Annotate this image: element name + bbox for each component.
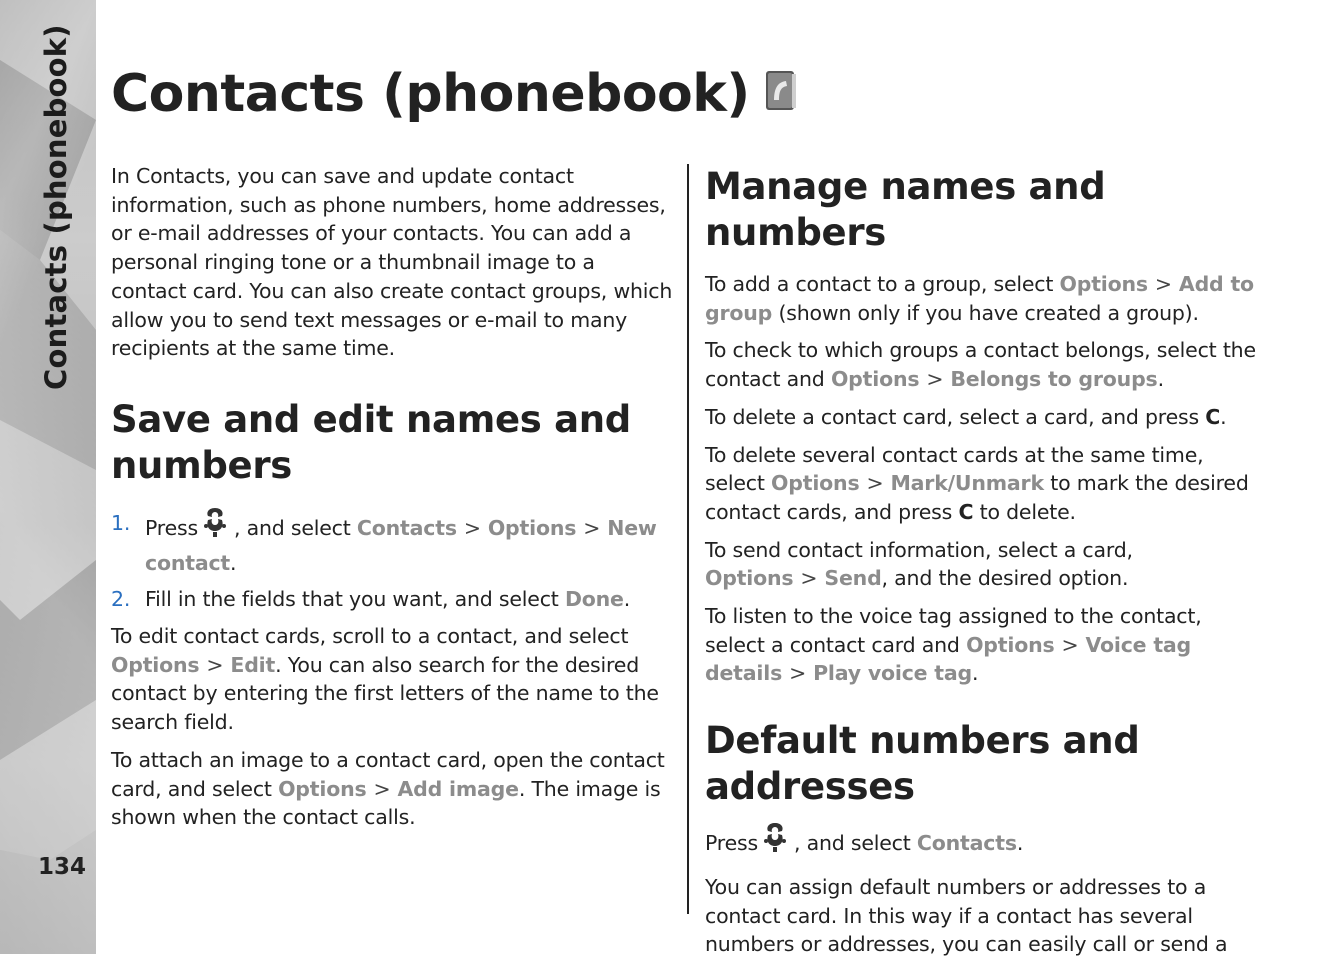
key-c: C: [958, 499, 974, 524]
sidebar-chapter-title: Contacts (phonebook): [39, 24, 73, 390]
menu-separator: >: [866, 471, 884, 496]
menu-separator: >: [206, 652, 224, 677]
text: .: [1220, 404, 1227, 429]
text: To delete several contact cards at the same time, select: [705, 442, 1204, 496]
menu-separator: >: [800, 566, 818, 591]
image-paragraph: [111, 746, 673, 832]
defaults-heading: Default numbers and addresses: [705, 719, 1140, 809]
menu-key-icon: [202, 506, 228, 546]
option-options: Options: [830, 367, 920, 392]
menu-separator: >: [1154, 272, 1172, 296]
option-belongs-to-groups: Belongs to groups: [950, 367, 1158, 392]
step-text: Fill in the fields that you want, and select: [145, 587, 559, 612]
text: .: [972, 661, 979, 686]
option-options: Options: [966, 632, 1055, 657]
menu-key-icon: [762, 821, 788, 861]
list-item: [111, 509, 673, 577]
text: To edit contact cards, scroll to a contact, and select: [111, 624, 629, 649]
text: .: [1157, 367, 1164, 392]
page-number: 134: [38, 854, 87, 880]
defaults-press-paragraph: [705, 824, 1267, 864]
manage-heading: Manage names and numbers: [705, 165, 1106, 254]
save-edit-heading: Save and edit names and numbers: [111, 397, 631, 487]
menu-separator: >: [373, 776, 391, 801]
text: to delete.: [979, 499, 1076, 524]
column-divider: [687, 164, 689, 914]
send-paragraph: [705, 536, 1267, 593]
option-options: Options: [278, 776, 367, 801]
option-options: Options: [705, 566, 794, 591]
option-new-contact: New contact: [145, 515, 657, 575]
edit-paragraph: [111, 622, 673, 737]
key-c: C: [1205, 404, 1221, 429]
text: , and select: [793, 831, 911, 855]
page-title: [111, 64, 798, 127]
option-play-voice-tag: Play voice tag: [813, 661, 972, 686]
list-item: [111, 585, 673, 614]
group-paragraph: [705, 270, 1267, 327]
option-add-to-group: Add to group: [705, 272, 1254, 325]
delete-paragraph: [705, 403, 1267, 432]
option-mark-unmark: Mark/Unmark: [890, 471, 1044, 496]
text: . You can also search for the desired contact by entering the first letters of the name to the search field.: [111, 652, 659, 735]
punctuation: .: [230, 550, 237, 575]
text: To send contact information, select a card,: [705, 537, 1133, 562]
option-voice-tag-details: Voice tag details: [705, 632, 1192, 686]
text: To check to which groups a contact belongs, select the contact and: [705, 338, 1256, 392]
save-edit-steps: [111, 509, 673, 614]
intro-paragraph: In Contacts, you can save and update contact information, such as phone numbers, home addresses, or e-mail addresses of your contacts. You can add a personal ringing tone or a thumbnail image to a contact card. You can also create contact groups, which allow you to send text messages or e-mail to many recipients at the same time.: [111, 164, 673, 361]
text: (shown only if you have created a group).: [778, 300, 1199, 325]
step-text: , and select: [233, 515, 351, 540]
text: , and the desired option.: [881, 566, 1129, 591]
menu-separator: >: [789, 661, 807, 686]
menu-separator: >: [583, 515, 601, 540]
punctuation: .: [623, 587, 631, 612]
option-contacts: Contacts: [356, 515, 457, 540]
text: Press: [705, 831, 758, 855]
text: to mark the desired contact cards, and press: [705, 471, 1249, 524]
text: . The image is shown when the contact calls.: [111, 776, 661, 830]
right-column: [705, 164, 1267, 968]
option-options: Options: [1059, 272, 1148, 296]
check-paragraph: [705, 336, 1267, 393]
page-title-text: Contacts (phonebook): [111, 64, 750, 124]
option-options: Options: [487, 515, 577, 540]
step-text: Press: [145, 515, 198, 540]
menu-separator: >: [1061, 632, 1079, 657]
option-options: Options: [111, 652, 200, 677]
text: To listen to the voice tag assigned to the contact, select a contact card and: [705, 604, 1202, 657]
left-column: [111, 162, 673, 841]
option-add-image: Add image: [397, 776, 519, 801]
defaults-assign-paragraph: You can assign default numbers or addresses to a contact card. In this way if a contact has several numbers or addresses, you can easily call or send a: [705, 874, 1228, 957]
menu-separator: >: [926, 367, 944, 392]
text: To attach an image to a contact card, open the contact card, and select: [111, 747, 665, 801]
contacts-book-icon: [764, 65, 798, 125]
option-done: Done: [564, 587, 624, 612]
option-edit: Edit: [230, 652, 276, 677]
step-number: 1.: [111, 510, 131, 535]
delete-several-paragraph: [705, 441, 1267, 527]
option-options: Options: [771, 471, 860, 496]
option-send: Send: [824, 566, 882, 591]
step-number: 2.: [111, 587, 131, 612]
menu-separator: >: [463, 515, 481, 540]
text: To add a contact to a group, select: [705, 272, 1054, 296]
option-contacts: Contacts: [916, 831, 1017, 855]
listen-paragraph: [705, 602, 1267, 688]
punctuation: .: [1016, 831, 1024, 855]
text: To delete a contact card, select a card, and press: [705, 404, 1199, 429]
sidebar: [0, 0, 96, 954]
